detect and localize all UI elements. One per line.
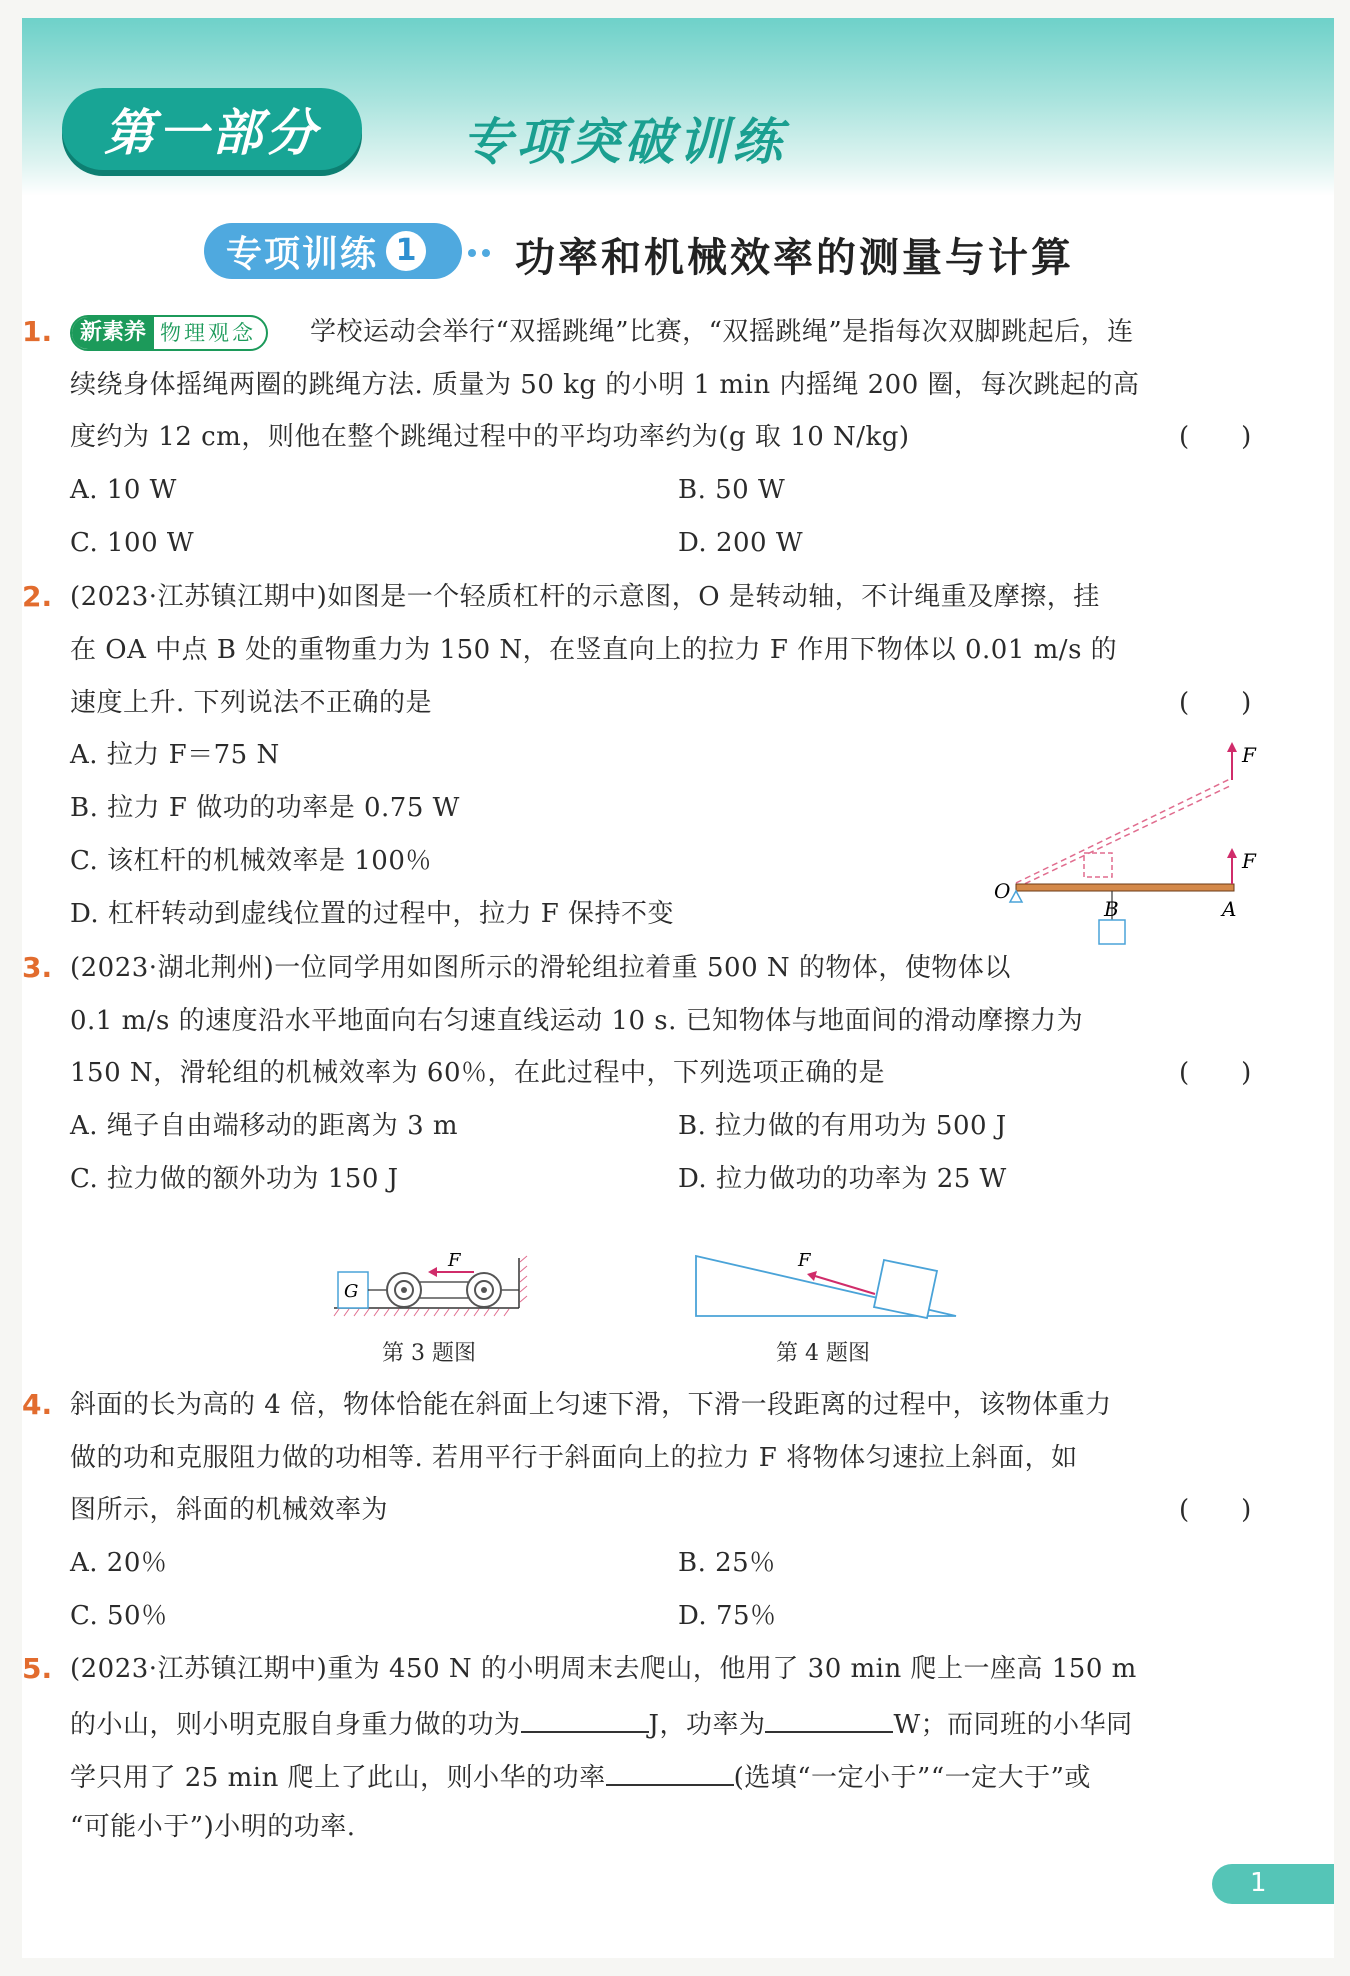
label-g: G [344,1281,359,1302]
question-text: 学只用了 25 min 爬上了此山，则小华的功率 [70,1763,606,1793]
question-line: 150 N，滑轮组的机械效率为 60％，在此过程中，下列选项正确的是 [70,1058,885,1088]
option-b: B. 拉力做的有用功为 500 J [678,1111,1007,1141]
question-number: 4. [22,1388,53,1421]
label-b: B [1104,897,1119,921]
question-line: (2023·江苏镇江期中)如图是一个轻质杠杆的示意图，O 是转动轴，不计绳重及摩擦，挂 [70,582,1100,612]
question-number: 2. [22,580,53,613]
answer-blank-work[interactable] [521,1705,649,1733]
pull-arrowhead [428,1267,437,1277]
figure-caption: 第 3 题图 [382,1341,476,1366]
question-line: 在 OA 中点 B 处的重物重力为 150 N，在竖直向上的拉力 F 作用下物体以 0.01 m/s 的 [70,635,1118,665]
wall-hatch [520,1256,527,1302]
question-text: 的小山，则小明克服自身重力做的功为 [70,1710,521,1740]
question-line [70,1758,1091,1795]
option-c: C. 该杠杆的机械效率是 100％ [70,846,432,876]
option-a: A. 拉力 F＝75 N [70,740,280,770]
option-a: A. 10 W [70,475,177,505]
question-line: (2023·江苏镇江期中)重为 450 N 的小明周末去爬山，他用了 30 min 爬上一座高 150 m [70,1654,1137,1684]
page-number-tab [1212,1864,1334,1904]
question-line: 做的功和克服阻力做的功相等. 若用平行于斜面向上的拉力 F 将物体匀速拉上斜面，如 [70,1443,1078,1473]
question-line: (2023·湖北荆州)一位同学用如图所示的滑轮组拉着重 500 N 的物体，使物体以 [70,953,1011,983]
question-line: 0.1 m/s 的速度沿水平地面向右匀速直线运动 10 s. 已知物体与地面间的滑动摩擦力为 [70,1006,1084,1036]
figure-caption: 第 4 题图 [776,1341,870,1366]
option-a: A. 绳子自由端移动的距离为 3 m [70,1111,459,1141]
incline-pull-arrowhead [807,1271,817,1281]
ground-hatch [334,1309,509,1316]
option-c: C. 50％ [70,1601,168,1631]
label-f: F [448,1250,461,1271]
option-b: B. 25％ [678,1548,776,1578]
question-number: 5. [22,1652,53,1685]
label-a: A [1222,897,1237,921]
option-c: C. 拉力做的额外功为 150 J [70,1164,399,1194]
question-line: 度约为 12 cm，则他在整个跳绳过程中的平均功率约为(g 取 10 N/kg) [70,422,910,452]
answer-blank-compare[interactable] [606,1758,734,1786]
option-b: B. 50 W [678,475,786,505]
lever-dashed-bottom [1016,785,1232,888]
question-number: 1. [22,315,53,348]
option-a: A. 20％ [70,1548,168,1578]
label-o: O [994,879,1011,903]
question-text: W；而同班的小华同 [893,1710,1133,1740]
lever-dashed-top [1016,778,1232,883]
question-line: 续绕身体摇绳两圈的跳绳方法. 质量为 50 kg 的小明 1 min 内摇绳 200 圈，每次跳起的高 [70,370,1140,400]
answer-bracket: ( ) [1179,688,1252,718]
option-d: D. 200 W [678,528,804,558]
lever-figure [992,738,1256,958]
weight-dashed [1084,853,1112,877]
label-f-upper: F [1242,743,1256,767]
part-label-badge [62,88,362,170]
answer-bracket: ( ) [1179,422,1252,452]
lever-bar [1016,884,1234,891]
question-line [70,1705,1133,1742]
section-label: 专项训练 [226,233,379,275]
pulley-figure [334,1248,534,1338]
tag-primary: 新素养 [72,317,154,349]
section-badge [204,223,462,279]
page [22,18,1334,1958]
question-line: 学校运动会举行“双摇跳绳”比赛，“双摇跳绳”是指每次双脚跳起后，连 [310,317,1134,347]
tag-secondary: 物理观念 [160,321,257,345]
question-line: 速度上升. 下列说法不正确的是 [70,688,433,718]
part-title: 专项突破训练 [462,113,786,171]
label-f: F [798,1250,811,1271]
answer-bracket: ( ) [1179,1058,1252,1088]
question-line: “可能小于”)小明的功率. [70,1812,356,1842]
part-label: 第一部分 [104,104,320,162]
answer-bracket: ( ) [1179,1495,1252,1525]
pivot [1010,891,1022,902]
option-c: C. 100 W [70,528,195,558]
incline-block [874,1260,937,1318]
force-arrowhead-upper [1227,742,1237,752]
question-text: J，功率为 [648,1710,766,1740]
question-line: 图所示，斜面的机械效率为 [70,1495,389,1525]
option-d: D. 杠杆转动到虚线位置的过程中，拉力 F 保持不变 [70,899,675,929]
incline-figure [690,1246,970,1336]
literacy-tag [70,315,268,351]
section-title: 功率和机械效率的测量与计算 [515,235,1074,281]
section-number: 1 [386,231,426,271]
question-text: (选填“一定小于”“一定大于”或 [733,1763,1091,1793]
option-b: B. 拉力 F 做功的功率是 0.75 W [70,793,460,823]
label-f-a: F [1242,849,1256,873]
page-number: 1 [1250,1868,1267,1898]
option-d: D. 拉力做功的功率为 25 W [678,1164,1007,1194]
weight-block [1099,920,1125,944]
section-dots [468,242,496,261]
answer-blank-power[interactable] [765,1705,893,1733]
question-line: 斜面的长为高的 4 倍，物体恰能在斜面上匀速下滑，下滑一段距离的过程中，该物体重力 [70,1390,1112,1420]
option-d: D. 75％ [678,1601,777,1631]
question-number: 3. [22,951,53,984]
force-arrowhead-a [1227,848,1237,858]
